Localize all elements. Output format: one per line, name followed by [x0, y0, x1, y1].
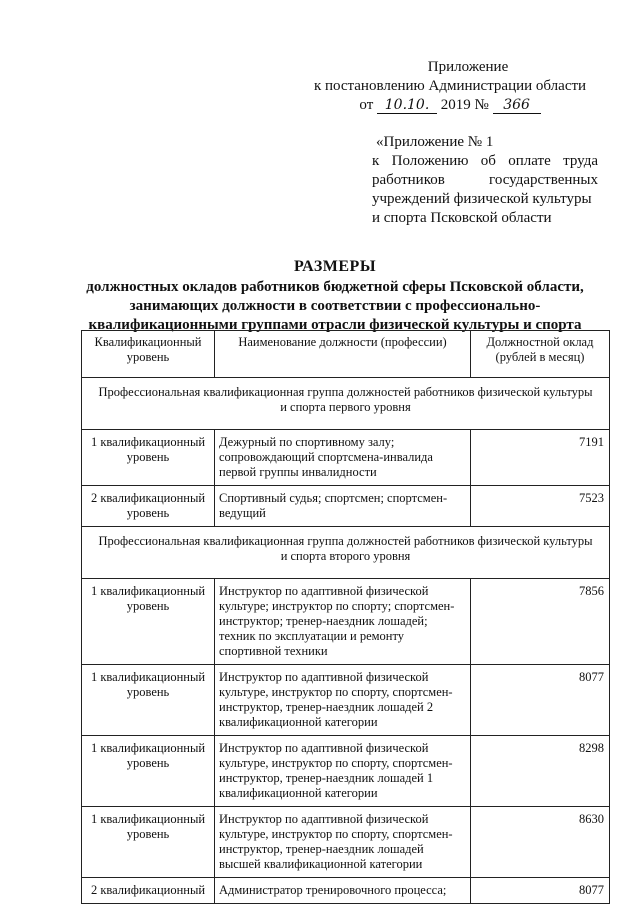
group-header-first-level	[82, 378, 610, 430]
title-subtitle-line: занимающих должности в соответствии с профессионально-	[129, 298, 541, 314]
title-subtitle-line: квалификационными группами отрасли физической культуры и спорта	[88, 317, 582, 333]
annex-heading: «Приложение № 1	[376, 134, 494, 150]
header-salary: Должностной оклад (рублей в месяц)	[471, 331, 610, 378]
table-row	[82, 665, 610, 736]
annex-block	[372, 133, 598, 228]
cell-level: 1 квалификационный уровень	[82, 807, 215, 878]
document-title	[60, 256, 610, 335]
cell-level: 1 квалификационный уровень	[82, 430, 215, 486]
annex-line: работников государственных	[372, 172, 598, 188]
table-row	[82, 579, 610, 665]
cell-position: Администратор тренировочного процесса;	[215, 878, 471, 904]
group-row	[82, 378, 610, 430]
annex-line: к Положению об оплате труда	[372, 153, 598, 169]
annex-line: учреждений физической культуры	[372, 191, 592, 207]
header-position: Наименование должности (профессии)	[215, 331, 471, 378]
cell-salary: 8298	[471, 736, 610, 807]
group-line: Профессиональная квалификационная группа должностей работников физической культуры	[98, 385, 593, 399]
table-row	[82, 486, 610, 527]
cell-position: Спортивный судья; спортсмен; спортсмен-ведущий	[215, 486, 471, 527]
cell-salary: 7523	[471, 486, 610, 527]
cell-level: 2 квалификационный уровень	[82, 486, 215, 527]
annex-line: и спорта Псковской области	[372, 210, 552, 226]
cell-salary: 7191	[471, 430, 610, 486]
title-subtitle-line: должностных окладов работников бюджетной сферы Псковской области,	[86, 279, 584, 295]
cell-position: Инструктор по адаптивной физической культуре, инструктор по спорту, спортсмен-инструктор, тренер-наездник лошадей высшей квалификационной категории	[215, 807, 471, 878]
date-prefix: от	[359, 97, 374, 113]
cell-level: 2 квалификационный	[82, 878, 215, 904]
year-number-label: 2019 №	[440, 97, 489, 113]
appendix-date-line	[300, 96, 600, 115]
handwritten-number: 366	[493, 97, 541, 114]
appendix-resolution-line: к постановлению Администрации области	[313, 78, 587, 94]
cell-level: 1 квалификационный уровень	[82, 665, 215, 736]
cell-position: Инструктор по адаптивной физической культуре; инструктор по спорту; спортсмен-инструктор; тренер-наездник лошадей; техник по эксплуатации и ремонту спортивной техники	[215, 579, 471, 665]
appendix-title: Приложение	[427, 59, 509, 75]
group-line: и спорта первого уровня	[280, 400, 411, 414]
table-row	[82, 736, 610, 807]
header-level: Квалификационный уровень	[82, 331, 215, 378]
cell-salary: 8077	[471, 665, 610, 736]
cell-position: Инструктор по адаптивной физической культуре, инструктор по спорту, спортсмен-инструктор, тренер-наездник лошадей 2 квалификационной категории	[215, 665, 471, 736]
cell-level: 1 квалификационный уровень	[82, 579, 215, 665]
cell-level: 1 квалификационный уровень	[82, 736, 215, 807]
table-row	[82, 878, 610, 904]
group-line: Профессиональная квалификационная группа должностей работников физической культуры	[98, 534, 593, 548]
cell-position: Инструктор по адаптивной физической культуре, инструктор по спорту, спортсмен-инструктор, тренер-наездник лошадей 1 квалификационной категории	[215, 736, 471, 807]
cell-position: Дежурный по спортивному залу; сопровождающий спортсмена-инвалида первой группы инвалидности	[215, 430, 471, 486]
table-row	[82, 430, 610, 486]
cell-salary: 7856	[471, 579, 610, 665]
handwritten-date: 10.10.	[377, 97, 437, 114]
group-line: и спорта второго уровня	[280, 549, 411, 563]
annex-body	[372, 152, 598, 228]
group-row	[82, 527, 610, 579]
table-header-row	[82, 331, 610, 378]
title-main: РАЗМЕРЫ	[293, 258, 377, 275]
appendix-block	[300, 58, 600, 115]
cell-salary: 8077	[471, 878, 610, 904]
salary-table	[81, 330, 610, 904]
cell-salary: 8630	[471, 807, 610, 878]
group-header-second-level	[82, 527, 610, 579]
table-row	[82, 807, 610, 878]
